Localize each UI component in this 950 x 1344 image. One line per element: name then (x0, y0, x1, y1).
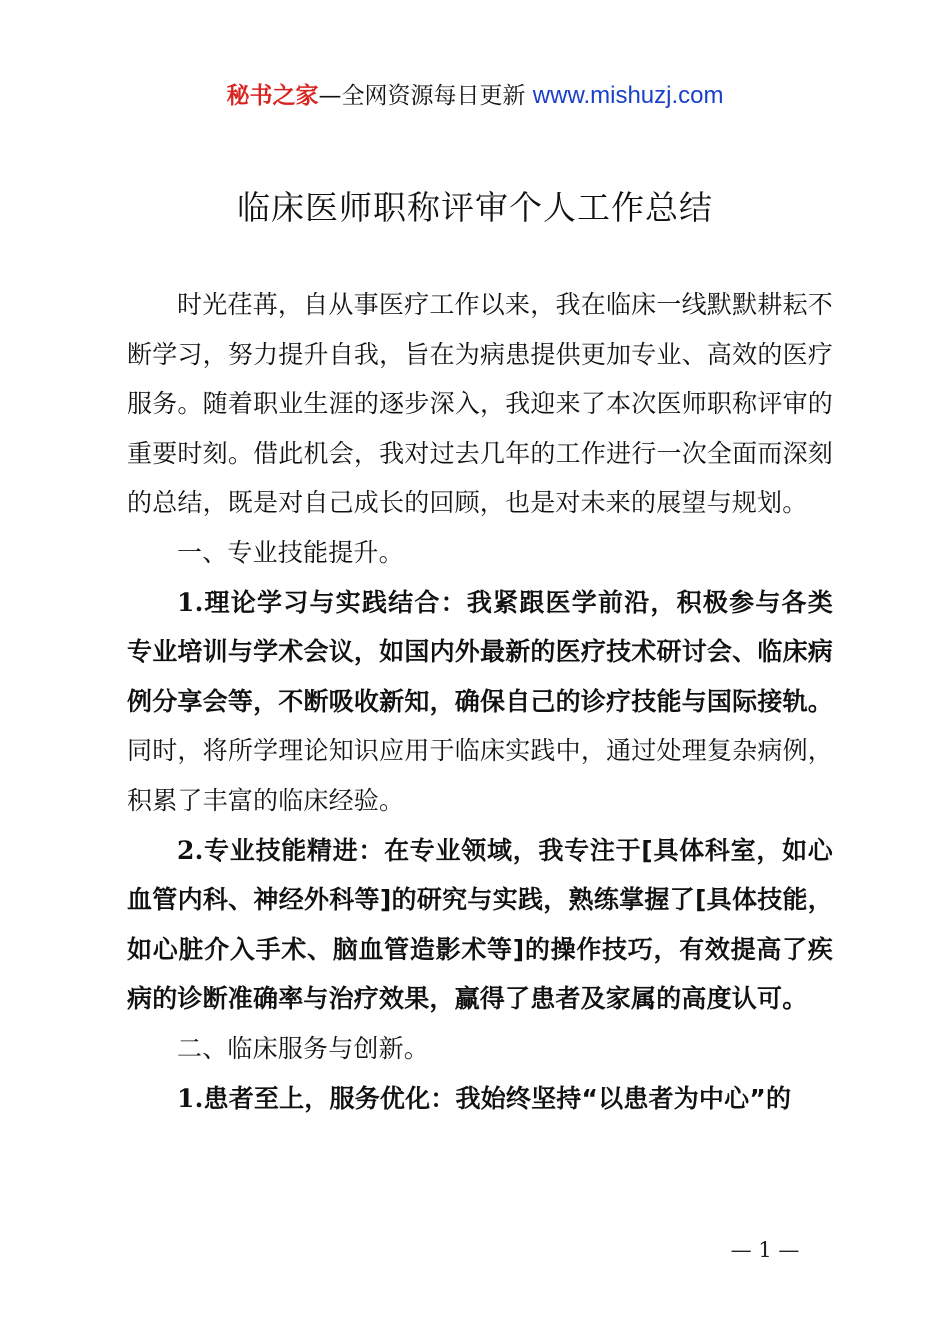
section1-item1 (127, 578, 833, 826)
document-body (127, 280, 833, 1123)
header-tagline: —全网资源每日更新 (318, 83, 533, 109)
item-number: 1. (177, 1083, 204, 1113)
document-title: 临床医师职称评审个人工作总结 (237, 188, 713, 227)
brand-name: 秘书之家 (226, 83, 319, 109)
page-number: — 1 — (730, 1238, 800, 1262)
section2-item1 (127, 1074, 833, 1124)
section1-heading: 一、专业技能提升。 (177, 537, 404, 567)
item-number: 1. (177, 587, 204, 617)
item-bold-text: 患者至上，服务优化：我始终坚持“以患者为中心”的 (203, 1083, 792, 1113)
item-number: 2. (177, 835, 204, 865)
item-normal-text: 同时，将所学理论知识应用于临床实践中，通过处理复杂病例，积累了丰富的临床经验。 (127, 736, 833, 815)
item-bold-text: 理论学习与实践结合：我紧跟医学前沿，积极参与各类专业培训与学术会议，如国内外最新的医疗技术研讨会、临床病例分享会等，不断吸收新知，确保自己的诊疗技能与国际接轨。 (127, 587, 833, 716)
intro-paragraph: 时光荏苒，自从事医疗工作以来，我在临床一线默默耕耘不断学习，努力提升自我，旨在为病患提供更加专业、高效的医疗服务。随着职业生涯的逐步深入，我迎来了本次医师职称评审的重要时刻。借此机会，我对过去几年的工作进行一次全面而深刻的总结，既是对自己成长的回顾，也是对未来的展望与规划。 (127, 290, 833, 518)
section2-heading: 二、临床服务与创新。 (177, 1033, 430, 1063)
site-header (0, 80, 950, 112)
section1-item2 (127, 826, 833, 1024)
site-url-link[interactable]: www.mishuzj.com (532, 82, 724, 109)
item-bold-text: 专业技能精进：在专业领域，我专注于[具体科室，如心血管内科、神经外科等]的研究与实践，熟练掌握了[具体技能，如心脏介入手术、脑血管造影术等]的操作技巧，有效提高了疾病的诊断准确率与治疗效果，赢得了患者及家属的高度认可。 (127, 835, 833, 1014)
